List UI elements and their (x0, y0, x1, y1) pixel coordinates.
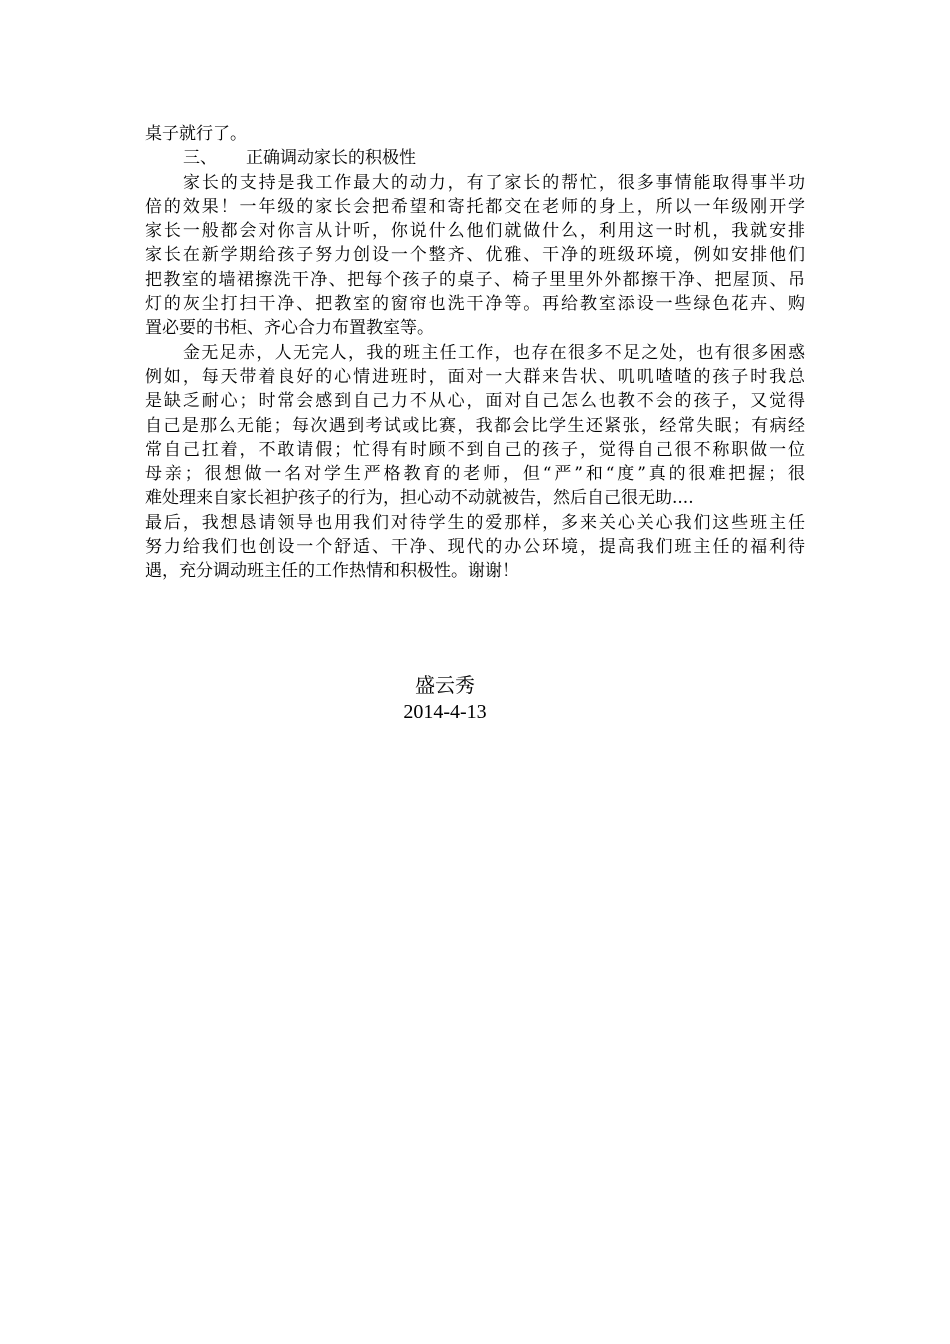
signature-name: 盛云秀 (415, 673, 475, 697)
section-heading-title: 正确调动家长的积极性 (246, 148, 416, 169)
paragraph-line: 难处理来自家长袒护孩子的行为，担心动不动就被告，然后自己很无助.... (145, 488, 694, 509)
paragraph-line: 把教室的墙裙擦洗干净、把每个孩子的桌子、椅子里里外外都擦干净、把屋顶、吊 (145, 269, 805, 290)
section-heading (145, 146, 805, 170)
signature-block (0, 672, 890, 726)
paragraph-line: 桌子就行了。 (145, 124, 247, 144)
document-body (145, 122, 805, 584)
paragraph-line: 倍的效果！一年级的家长会把希望和寄托都交在老师的身上，所以一年级刚开学 (145, 196, 805, 217)
paragraph-line: 努力给我们也创设一个舒适、干净、现代的办公环境，提高我们班主任的福利待 (145, 537, 805, 558)
paragraph-line: 自己是那么无能；每次遇到考试或比赛，我都会比学生还紧张，经常失眠；有病经 (145, 415, 805, 436)
paragraph-line: 置必要的书柜、齐心合力布置教室等。 (145, 318, 434, 339)
paragraph-line: 金无足赤，人无完人，我的班主任工作，也存在很多不足之处，也有很多困惑 (183, 342, 805, 363)
paragraph-line: 最后，我想恳请领导也用我们对待学生的爱那样，多来关心关心我们这些班主任 (145, 512, 805, 533)
paragraph-line: 母亲；很想做一名对学生严格教育的老师，但“严”和“度”真的很难把握；很 (145, 464, 805, 485)
paragraph-line: 灯的灰尘打扫干净、把教室的窗帘也洗干净等。再给教室添设一些绿色花卉、购 (145, 294, 805, 315)
section-heading-number: 三、 (183, 148, 217, 169)
paragraph-line: 例如，每天带着良好的心情进班时，面对一大群来告状、叽叽喳喳的孩子时我总 (145, 366, 805, 387)
paragraph-line: 家长在新学期给孩子努力创设一个整齐、优雅、干净的班级环境，例如安排他们 (145, 245, 805, 266)
paragraph-line: 家长一般都会对你言从计听，你说什么他们就做什么，利用这一时机，我就安排 (145, 221, 805, 242)
paragraph-line: 常自己扛着，不敢请假；忙得有时顾不到自己的孩子，觉得自己很不称职做一位 (145, 439, 805, 460)
paragraph-line: 是缺乏耐心；时常会感到自己力不从心，面对自己怎么也教不会的孩子，又觉得 (145, 391, 805, 412)
signature-date: 2014-4-13 (403, 701, 487, 723)
paragraph-line: 家长的支持是我工作最大的动力，有了家长的帮忙，很多事情能取得事半功 (183, 172, 805, 193)
paragraph-line: 遇，充分调动班主任的工作热情和积极性。谢谢！ (145, 561, 519, 582)
